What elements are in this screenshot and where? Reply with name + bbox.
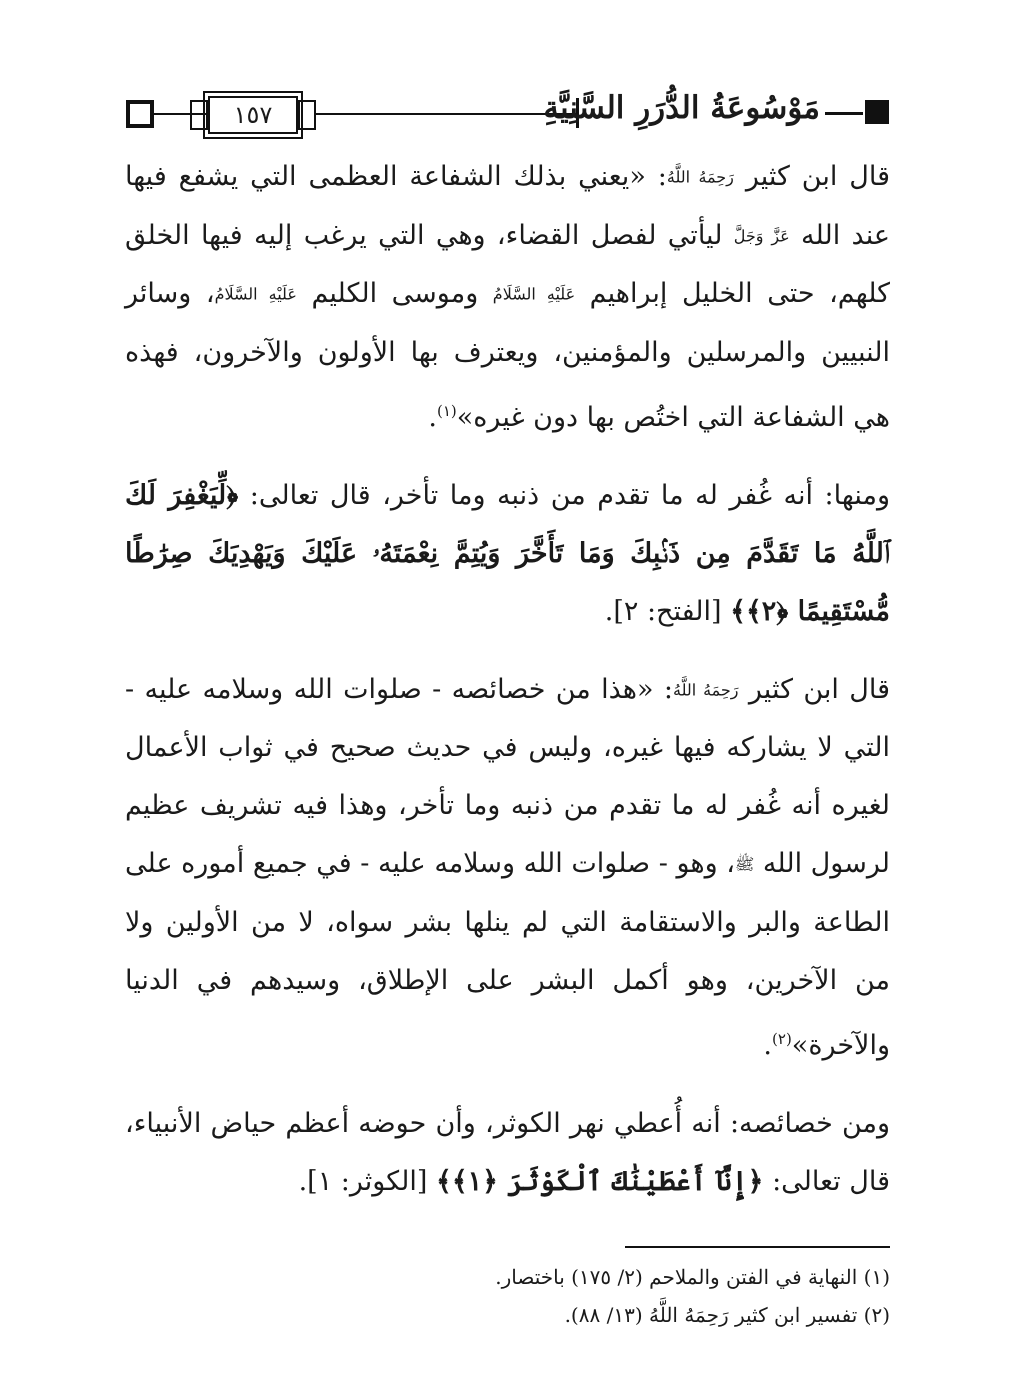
- text: ومن خصائصه: أنه أُعطي نهر الكوثر، وأن حوضه أعظم حياض الأنبياء، قال تعالى:: [125, 1107, 890, 1197]
- page-header: [120, 88, 895, 138]
- text: ، وسائر النبيين والمرسلين والمؤمنين، ويعترف بها الأولون والآخرون، فهذه هي الشفاعة التي اختُص بها دون غيره»: [125, 278, 890, 433]
- text: وموسى الكليم: [296, 278, 493, 309]
- footnote-ref[interactable]: (٢): [772, 1029, 792, 1048]
- book-title: مَوْسُوعَةُ الدُّرَرِ السَّنِيَّةِ: [543, 90, 820, 126]
- text: .: [428, 401, 437, 433]
- header-filled-square: [865, 100, 889, 124]
- footnote-separator: [625, 1246, 890, 1248]
- honorific: عَزَّ وَجَلَّ: [733, 226, 790, 245]
- text: : «هذا من خصائصه - صلوات الله وسلامه عليه - التي لا يشاركه فيها غيره، وليس في حديث صحيح في ثواب الأعمال لغيره أنه غُفر له ما تقدم من ذنبه وما تأخر، وهذا فيه تشريف عظيم لرسول الله: [125, 673, 890, 879]
- text: ومنها: أنه غُفر له ما تقدم من ذنبه وما تأخر، قال تعالى:: [238, 479, 890, 511]
- quran-verse: ﴿إِنَّآ أَعْطَيْنَٰكَ ٱلْكَوْثَرَ ﴿١﴾﴾: [436, 1165, 764, 1197]
- honorific: رَحِمَهُ اللَّهُ: [673, 680, 739, 699]
- text: : «يعني بذلك الشفاعة العظمى التي يشفع فيها عند الله: [125, 161, 890, 251]
- text: ، وهو - صلوات الله وسلامه عليه - في جميع أموره على الطاعة والبر والاستقامة التي لم ينلها بشر سواه، لا من الأولين ولا من الآخرين، وهو أكمل البشر على الإطلاق، وسيدهم في الدنيا والآخرة»: [125, 848, 890, 1061]
- paragraph-1: [125, 148, 890, 447]
- quran-verse: ﴿لِّيَغْفِرَ لَكَ ٱللَّهُ مَا تَقَدَّمَ مِن ذَنۢبِكَ وَمَا تَأَخَّرَ وَيُتِمَّ نِعْمَتَهُۥ عَلَيْكَ وَيَهْدِيَكَ صِرَٰطًا مُّسْتَقِيمًا ﴿٢﴾﴾: [125, 479, 890, 627]
- honorific: رَحِمَهُ اللَّهُ: [666, 167, 734, 187]
- text: .: [763, 1029, 773, 1061]
- page-number: ١٥٧: [208, 96, 298, 134]
- header-right-rule: [825, 112, 863, 115]
- page-box-ornament-right: [298, 100, 316, 130]
- text: قال ابن كثير: [738, 673, 890, 705]
- honorific: ﷺ: [735, 854, 755, 874]
- footnote-2: (٢) تفسير ابن كثير رَحِمَهُ اللَّهُ (١٣/ ٨٨).: [564, 1303, 890, 1327]
- text: ليأتي لفصل القضاء، وهي التي يرغب إليه فيها الخلق كلهم، حتى الخليل إبراهيم: [125, 219, 890, 309]
- paragraph-3: [125, 661, 890, 1075]
- text: قال ابن كثير: [733, 161, 891, 192]
- header-middle-rule: [314, 113, 576, 115]
- honorific: عَلَيْهِ السَّلَامُ: [492, 284, 576, 304]
- verse-citation: [الكوثر: ١].: [298, 1165, 436, 1197]
- verse-citation: [الفتح: ٢].: [604, 595, 731, 627]
- footnotes: [125, 1258, 890, 1334]
- footnote-1: (١) النهاية في الفتن والملاحم (٢/ ١٧٥) باختصار.: [495, 1265, 890, 1289]
- footnote-ref[interactable]: (١): [436, 401, 457, 420]
- paragraph-2: [125, 467, 890, 641]
- paragraph-4: [125, 1095, 890, 1211]
- page-box-ornament-left: [190, 100, 208, 130]
- honorific: عَلَيْهِ السَّلَامُ: [214, 284, 297, 304]
- main-text: [125, 148, 890, 1211]
